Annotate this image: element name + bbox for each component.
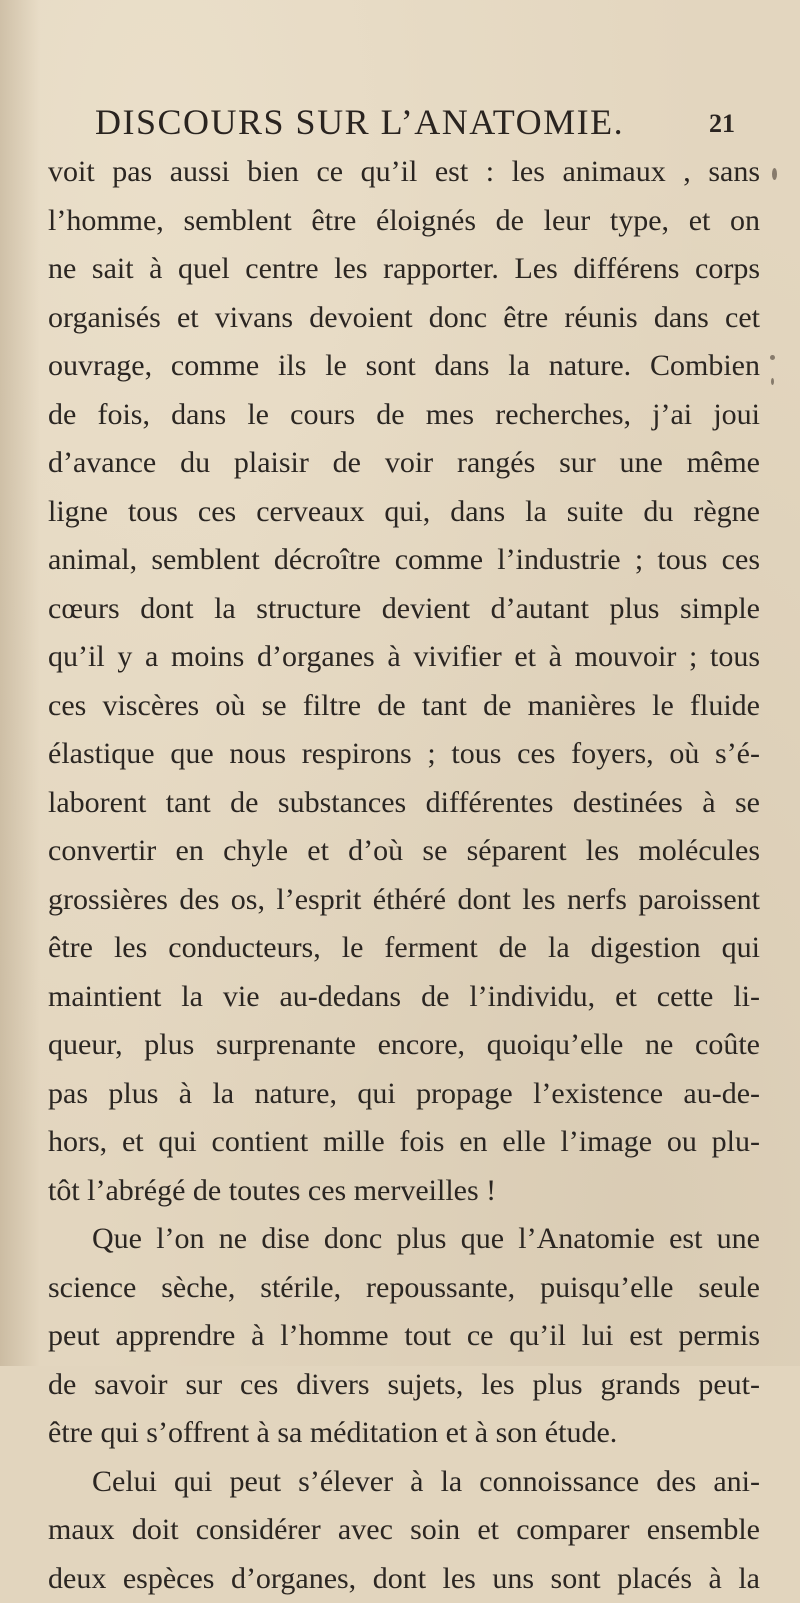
paper-speck	[772, 168, 777, 180]
text-line: d’avance du plaisir de voir rangés sur une même	[48, 439, 760, 488]
text-line: de fois, dans le cours de mes recherches, j’ai joui	[48, 391, 760, 440]
text-line: ligne tous ces cerveaux qui, dans la suite du règne	[48, 488, 760, 537]
text-line: pas plus à la nature, qui propage l’existence au-de-	[48, 1070, 760, 1119]
text-line: ces viscères où se filtre de tant de manières le fluide	[48, 682, 760, 731]
text-line: élastique que nous respirons ; tous ces foyers, où s’é-	[48, 730, 760, 779]
text-line: maux doit considérer avec soin et comparer ensemble	[48, 1506, 760, 1555]
text-line: ne sait à quel centre les rapporter. Les différens corps	[48, 245, 760, 294]
paper-speck	[770, 355, 775, 360]
paper-speck	[771, 378, 774, 385]
paragraph-end-line: tôt l’abrégé de toutes ces merveilles !	[48, 1167, 760, 1216]
text-line: animal, semblent décroître comme l’industrie ; tous ces	[48, 536, 760, 585]
text-line: hors, et qui contient mille fois en elle l’image ou plu-	[48, 1118, 760, 1167]
body-text	[48, 148, 760, 1603]
text-line: convertir en chyle et d’où se séparent les molécules	[48, 827, 760, 876]
text-line: être les conducteurs, le ferment de la digestion qui	[48, 924, 760, 973]
text-line: deux espèces d’organes, dont les uns sont placés à la	[48, 1555, 760, 1603]
page-number: 21	[709, 104, 735, 144]
text-line: cœurs dont la structure devient d’autant plus simple	[48, 585, 760, 634]
text-line: laborent tant de substances différentes destinées à se	[48, 779, 760, 828]
text-line: peut apprendre à l’homme tout ce qu’il lui est permis	[48, 1312, 760, 1361]
text-line: organisés et vivans devoient donc être réunis dans cet	[48, 294, 760, 343]
text-line: l’homme, semblent être éloignés de leur type, et on	[48, 197, 760, 246]
text-line: de savoir sur ces divers sujets, les plus grands peut-	[48, 1361, 760, 1410]
running-title: DISCOURS SUR L’ANATOMIE.	[95, 100, 624, 144]
paragraph-end-line: être qui s’offrent à sa méditation et à son étude.	[48, 1409, 760, 1458]
text-line: qu’il y a moins d’organes à vivifier et à mouvoir ; tous	[48, 633, 760, 682]
text-line: maintient la vie au-dedans de l’individu, et cette li-	[48, 973, 760, 1022]
text-line: ouvrage, comme ils le sont dans la nature. Combien	[48, 342, 760, 391]
paragraph-start-line: Celui qui peut s’élever à la connoissance des ani-	[48, 1458, 760, 1507]
text-line: science sèche, stérile, repoussante, puisqu’elle seule	[48, 1264, 760, 1313]
paragraph-start-line: Que l’on ne dise donc plus que l’Anatomie est une	[48, 1215, 760, 1264]
text-line: queur, plus surprenante encore, quoiqu’elle ne coûte	[48, 1021, 760, 1070]
binding-shadow	[0, 0, 40, 1366]
text-line: voit pas aussi bien ce qu’il est : les animaux , sans	[48, 148, 760, 197]
running-head	[95, 100, 735, 150]
text-line: grossières des os, l’esprit éthéré dont les nerfs paroissent	[48, 876, 760, 925]
